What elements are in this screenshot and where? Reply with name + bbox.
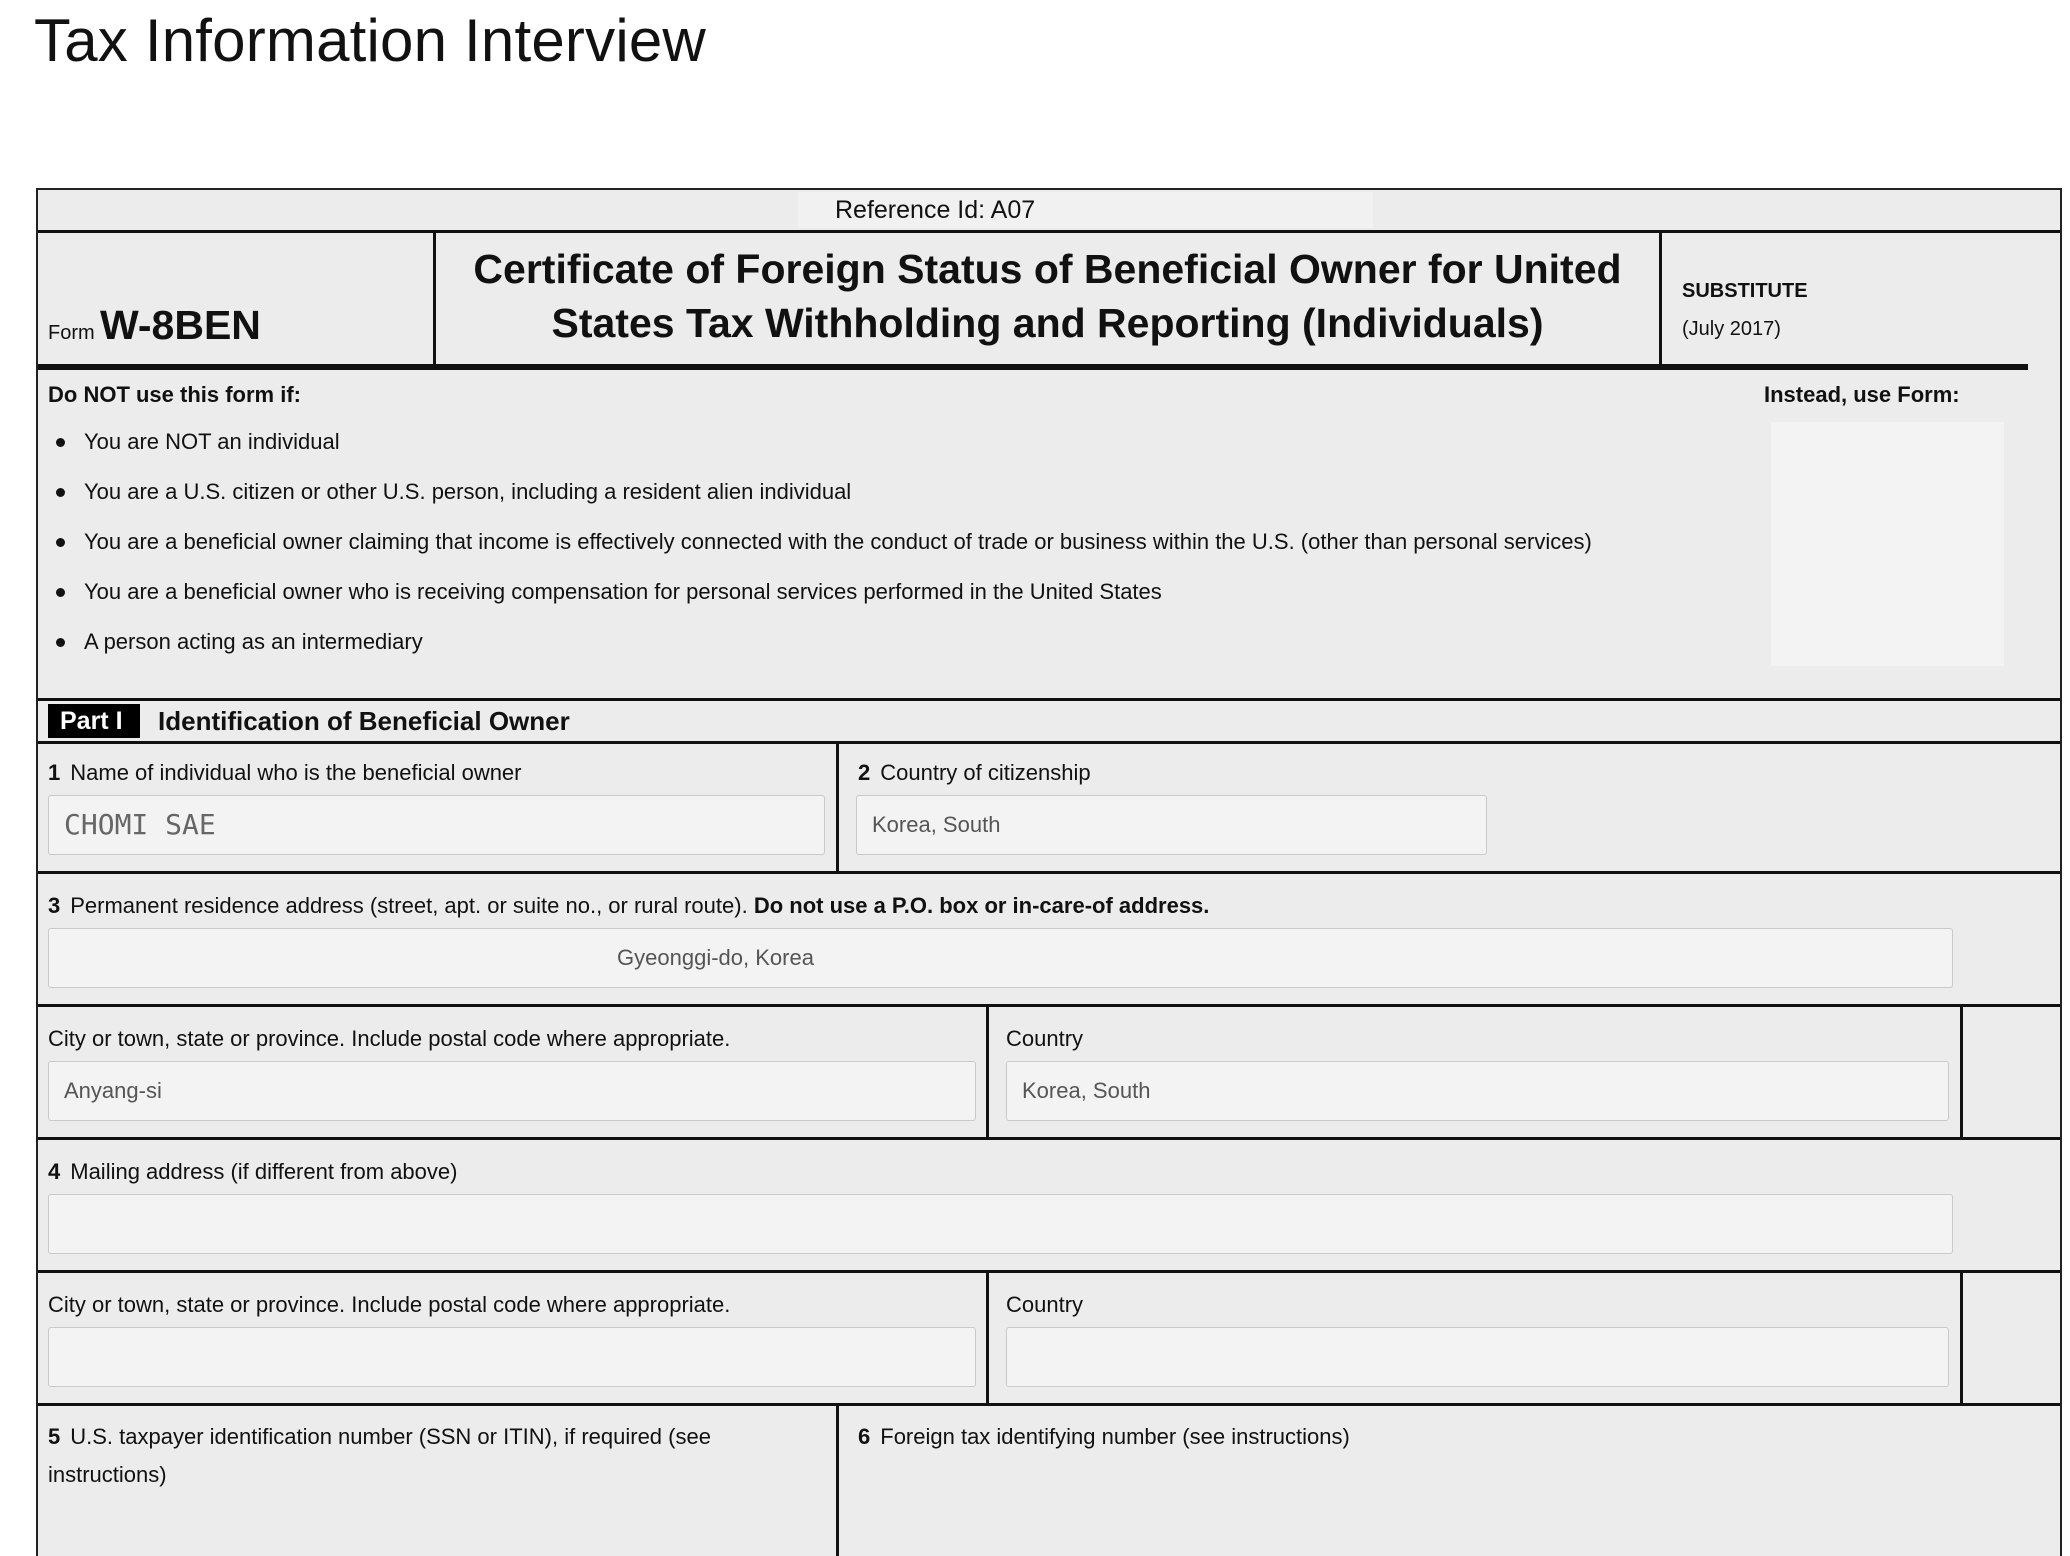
field3-label: 3 Permanent residence address (street, apt. or suite no., or rural route). Do not use a P.O. box or in-care-of address.: [48, 893, 1210, 918]
form-title: Certificate of Foreign Status of Beneficial Owner for United States Tax Withholding and Reporting (Individuals): [436, 230, 1662, 366]
do-not-use-notice: [38, 372, 2060, 688]
page-title: Tax Information Interview: [34, 7, 706, 74]
row-mailing-address: [38, 1140, 2060, 1270]
notice-list: [48, 430, 1592, 680]
notice-item: You are a U.S. citizen or other U.S. person, including a resident alien individual: [48, 480, 1592, 530]
instead-use-box: [1771, 422, 2004, 666]
part1-label: Part I: [48, 704, 140, 738]
row-permanent-city-country: [38, 1007, 2060, 1137]
mailing-country-label: Country: [1006, 1292, 1084, 1317]
divider: [986, 1273, 989, 1403]
permanent-city-input[interactable]: Anyang-si: [48, 1061, 976, 1121]
field6-label: 6 Foreign tax identifying number (see instructions): [858, 1424, 1350, 1449]
row-permanent-address: [38, 874, 2060, 1004]
part1-header: [38, 698, 2060, 744]
field4-label: 4 Mailing address (if different from above): [48, 1159, 458, 1184]
mailing-address-input[interactable]: [48, 1194, 1953, 1254]
divider: [836, 741, 839, 871]
w8ben-form: [36, 188, 2062, 1556]
field5-label: 5 U.S. taxpayer identification number (SSN or ITIN), if required (see instructions): [48, 1424, 711, 1487]
bullet-icon: [56, 488, 65, 497]
instead-use-heading: Instead, use Form:: [1764, 382, 1960, 407]
bullet-icon: [56, 438, 65, 447]
field1-label: 1 Name of individual who is the beneficial owner: [48, 760, 522, 785]
revision-date: (July 2017): [1682, 318, 1781, 340]
divider: [986, 1007, 989, 1137]
bullet-icon: [56, 588, 65, 597]
permanent-country-input[interactable]: Korea, South: [1006, 1061, 1949, 1121]
part1-title: Identification of Beneficial Owner: [158, 706, 570, 736]
form-word: Form: [48, 322, 95, 344]
row-tax-ids: [38, 1406, 2060, 1556]
notice-item: You are NOT an individual: [48, 430, 1592, 480]
notice-heading: Do NOT use this form if:: [48, 382, 301, 407]
row-name-citizenship: [38, 741, 2060, 871]
field2-label: 2 Country of citizenship: [858, 760, 1091, 785]
form-number: W-8BEN: [100, 302, 261, 348]
divider: [1960, 1273, 1963, 1403]
notice-item: You are a beneficial owner who is receiving compensation for personal services performed in the United States: [48, 580, 1592, 630]
substitute-label: SUBSTITUTE: [1682, 280, 1808, 302]
reference-id: Reference Id: A07: [798, 192, 1373, 228]
form-id-block: [38, 230, 436, 366]
beneficial-owner-name-input[interactable]: CHOMI SAE: [48, 795, 825, 855]
divider: [1960, 1007, 1963, 1137]
bullet-icon: [56, 638, 65, 647]
permanent-country-label: Country: [1006, 1026, 1084, 1051]
reference-row: [38, 190, 2060, 233]
divider: [836, 1406, 839, 1556]
mailing-city-input[interactable]: [48, 1327, 976, 1387]
permanent-address-input[interactable]: Gyeonggi-do, Korea: [48, 928, 1953, 988]
permanent-city-label: City or town, state or province. Include postal code where appropriate.: [48, 1026, 731, 1051]
bullet-icon: [56, 538, 65, 547]
notice-item: A person acting as an intermediary: [48, 630, 1592, 680]
citizenship-country-input[interactable]: Korea, South: [856, 795, 1487, 855]
mailing-country-input[interactable]: [1006, 1327, 1949, 1387]
form-header: [38, 230, 2060, 366]
row-mailing-city-country: [38, 1273, 2060, 1403]
header-divider: [38, 364, 2028, 370]
notice-item: You are a beneficial owner claiming that income is effectively connected with the conduct of trade or business within the U.S. (other than personal services): [48, 530, 1592, 580]
mailing-city-label: City or town, state or province. Include postal code where appropriate.: [48, 1292, 731, 1317]
